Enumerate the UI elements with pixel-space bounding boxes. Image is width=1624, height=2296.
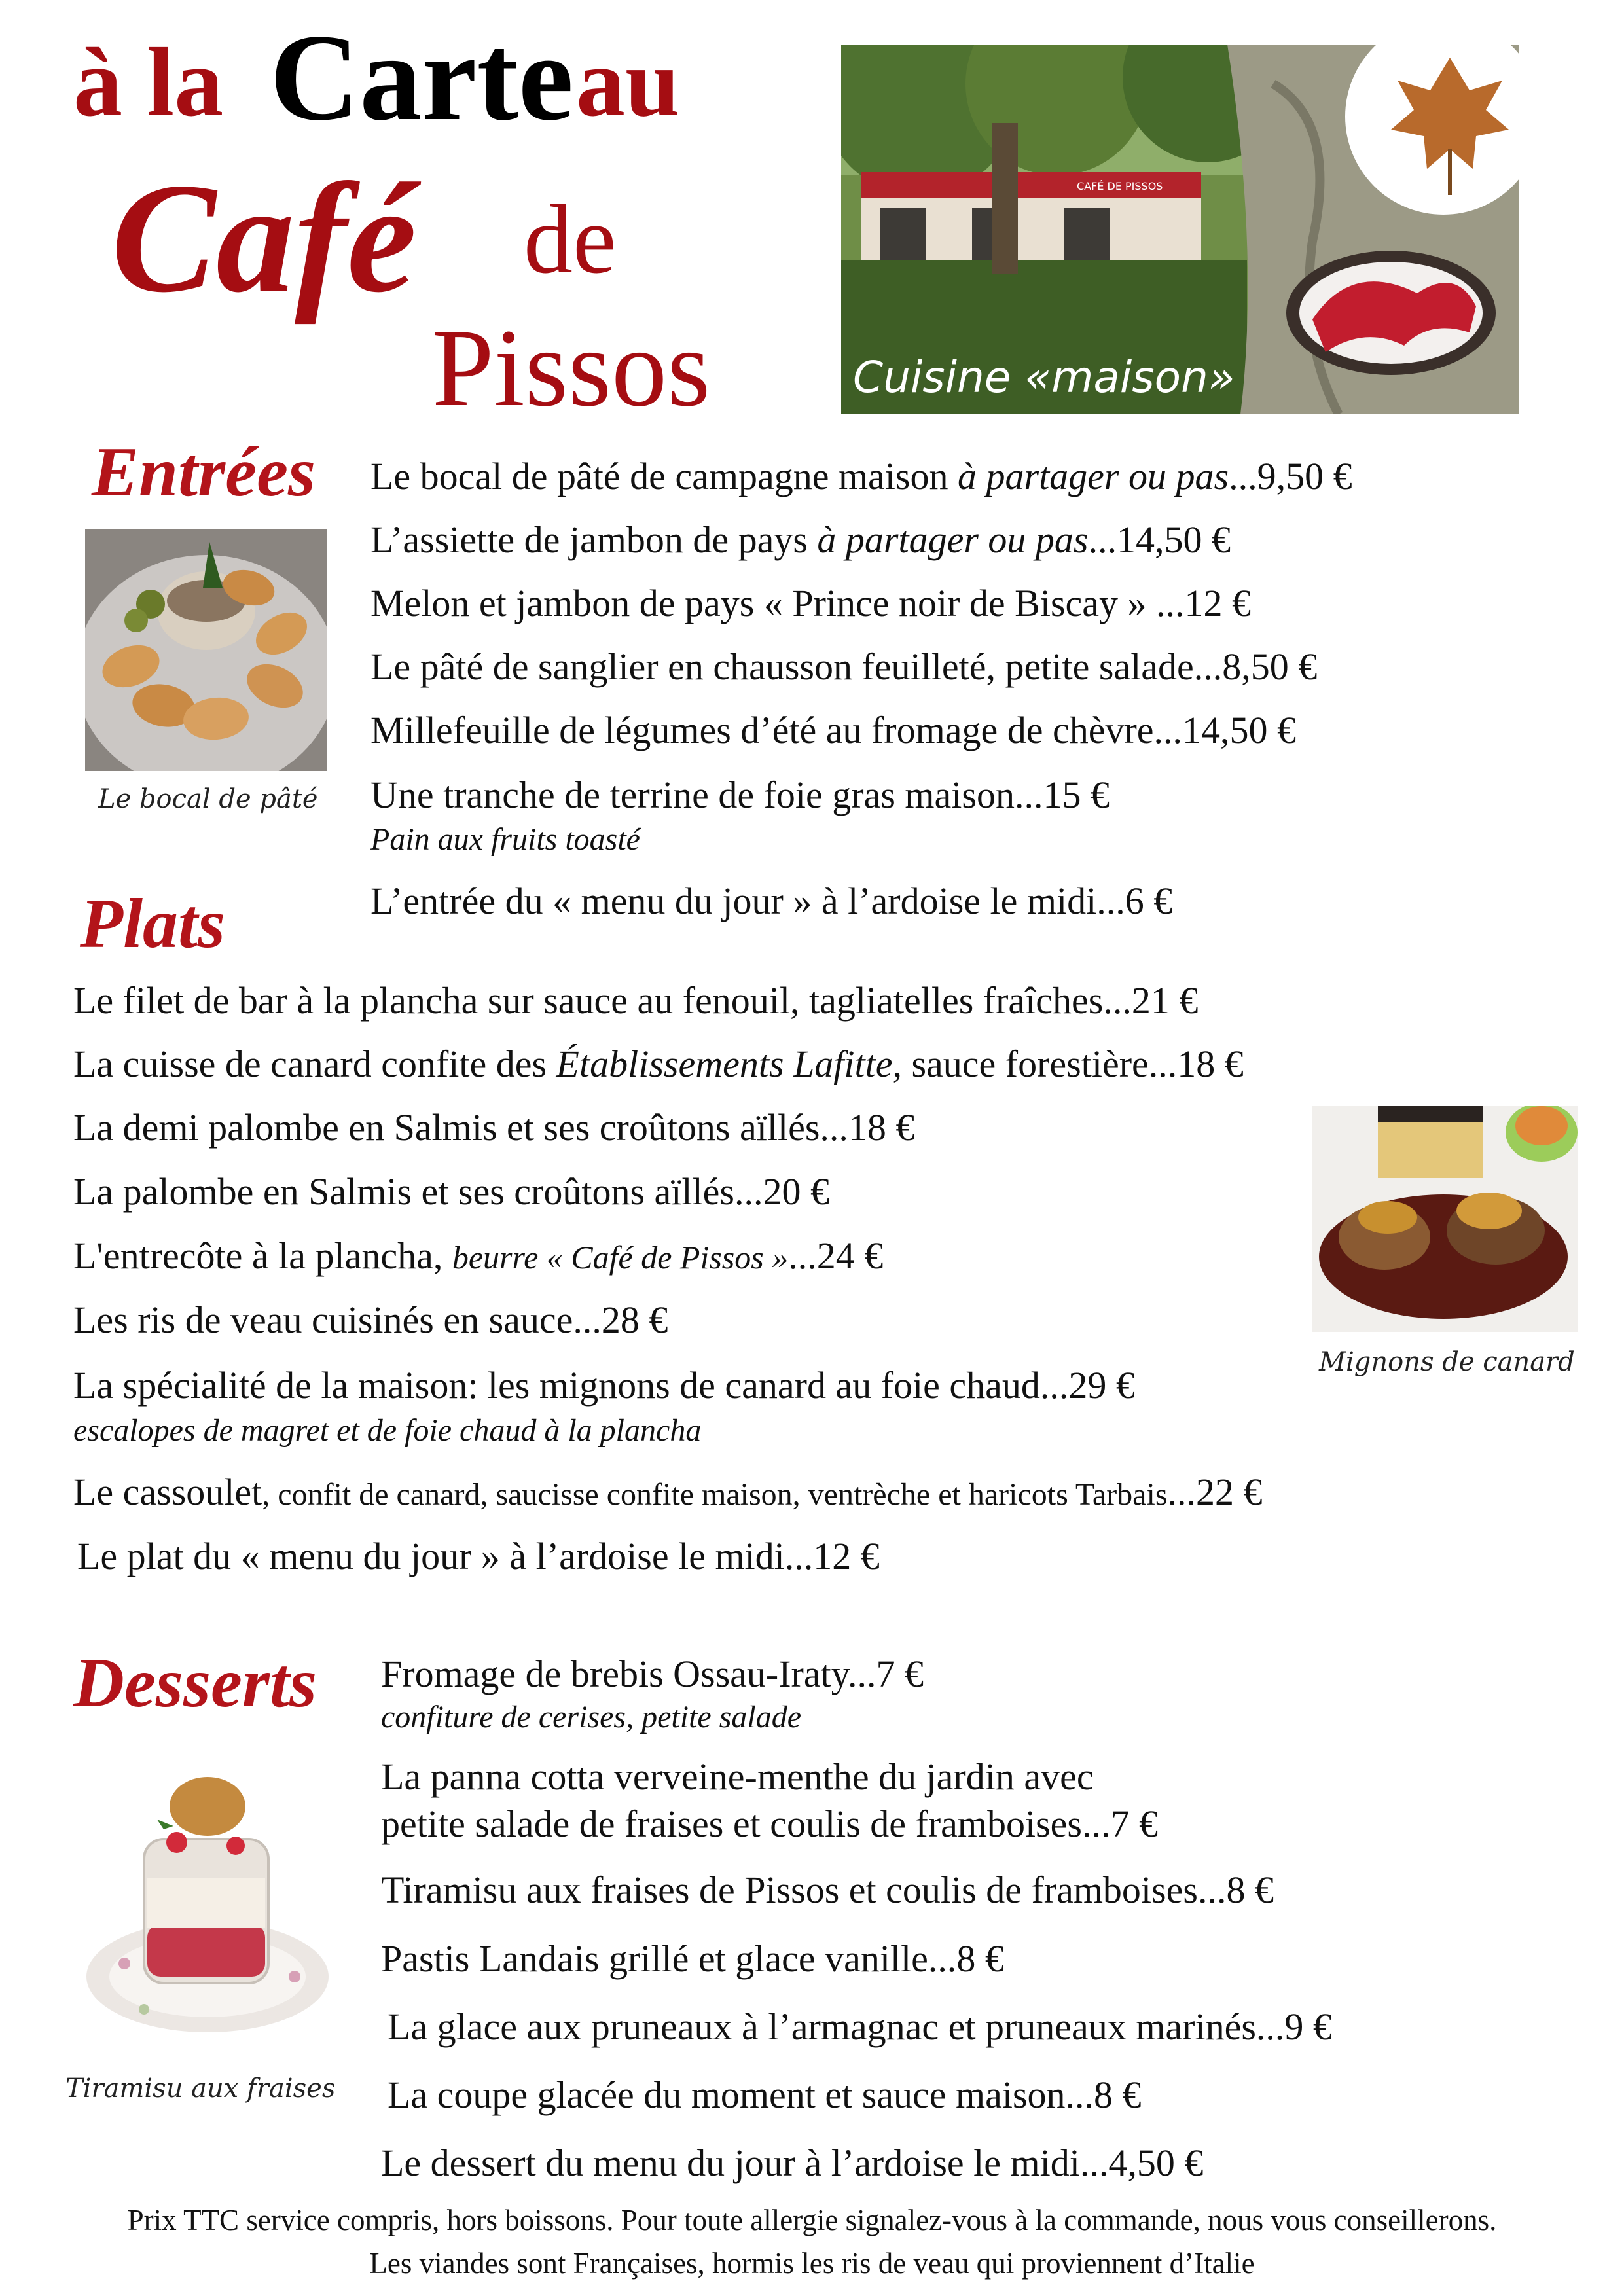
bocal-pate-caption: Le bocal de pâté — [98, 784, 318, 814]
entree-item: L’entrée du « menu du jour » à l’ardoise le midi...6 € — [370, 880, 1173, 922]
dessert-item-note: confiture de cerises, petite salade — [381, 1700, 802, 1734]
cafe-terrace-photo — [841, 45, 1519, 414]
entree-item: Le bocal de pâté de campagne maison à partager ou pas...9,50 € — [370, 455, 1352, 497]
dessert-item: Fromage de brebis Ossau-Iraty...7 € — [381, 1653, 924, 1695]
title-de: de — [524, 185, 617, 294]
entree-item: Une tranche de terrine de foie gras maison...15 € — [370, 774, 1110, 816]
dessert-item: La coupe glacée du moment et sauce maison...8 € — [388, 2073, 1142, 2116]
plat-item: La demi palombe en Salmis et ses croûtons aïllés...18 € — [73, 1106, 915, 1149]
plat-item: La cuisse de canard confite des Établissements Lafitte, sauce forestière...18 € — [73, 1043, 1244, 1085]
entrees-heading: Entrées — [92, 433, 316, 511]
bocal-pate-photo — [85, 529, 327, 771]
mignons-canard-caption: Mignons de canard — [1319, 1347, 1575, 1377]
footer-origin-notice: Les viandes sont Françaises, hormis les ris de veau qui proviennent d’Italie — [369, 2247, 1255, 2280]
tiramisu-photo — [85, 1767, 331, 2032]
mignons-canard-photo — [1312, 1106, 1578, 1332]
entree-item: L’assiette de jambon de pays à partager ou pas...14,50 € — [370, 518, 1231, 561]
dessert-item: La panna cotta verveine-menthe du jardin avec — [381, 1755, 1094, 1798]
plat-item: Le plat du « menu du jour » à l’ardoise le midi...12 € — [77, 1535, 880, 1577]
plat-item: Les ris de veau cuisinés en sauce...28 € — [73, 1299, 668, 1341]
title-au: au — [576, 28, 680, 137]
plat-item: Le filet de bar à la plancha sur sauce au fenouil, tagliatelles fraîches...21 € — [73, 979, 1199, 1022]
title-a-la: à la — [73, 28, 224, 137]
plat-item: La palombe en Salmis et ses croûtons aïllés...20 € — [73, 1170, 829, 1213]
footer-notice: Prix TTC service compris, hors boissons. Pour toute allergie signalez-vous à la commande, nous vous conseillerons. — [127, 2204, 1497, 2236]
plat-item: L'entrecôte à la plancha, beurre « Café de Pissos »...24 € — [73, 1234, 884, 1277]
header-photo-caption: Cuisine «maison» — [853, 352, 1235, 403]
title-carte: Carte — [270, 9, 574, 147]
plat-item-note: escalopes de magret et de foie chaud à la plancha — [73, 1413, 702, 1448]
dessert-item: Tiramisu aux fraises de Pissos et coulis de framboises...8 € — [381, 1869, 1274, 1911]
plat-item: Le cassoulet, confit de canard, saucisse confite maison, ventrèche et haricots Tarbais...22 € — [73, 1471, 1263, 1513]
entree-item: Le pâté de sanglier en chausson feuilleté, petite salade...8,50 € — [370, 645, 1318, 688]
dessert-item: Pastis Landais grillé et glace vanille...8 € — [381, 1937, 1004, 1980]
entree-item: Melon et jambon de pays « Prince noir de Biscay » ...12 € — [370, 582, 1252, 624]
tiramisu-caption: Tiramisu aux fraises — [65, 2073, 336, 2104]
dessert-item: La glace aux pruneaux à l’armagnac et pruneaux marinés...9 € — [388, 2005, 1332, 2048]
entree-item: Millefeuille de légumes d’été au fromage de chèvre...14,50 € — [370, 709, 1297, 751]
plats-heading: Plats — [80, 885, 226, 963]
dessert-item: Le dessert du menu du jour à l’ardoise le midi...4,50 € — [381, 2142, 1204, 2184]
plat-item: La spécialité de la maison: les mignons de canard au foie chaud...29 € — [73, 1364, 1135, 1407]
entree-item-note: Pain aux fruits toasté — [370, 822, 640, 857]
sign-text: CAFÉ DE PISSOS — [1077, 180, 1163, 192]
title-pissos: Pissos — [432, 306, 711, 429]
desserts-heading: Desserts — [73, 1644, 317, 1722]
title-cafe: Café — [111, 151, 417, 325]
dessert-item-continued: petite salade de fraises et coulis de framboises...7 € — [381, 1803, 1158, 1845]
